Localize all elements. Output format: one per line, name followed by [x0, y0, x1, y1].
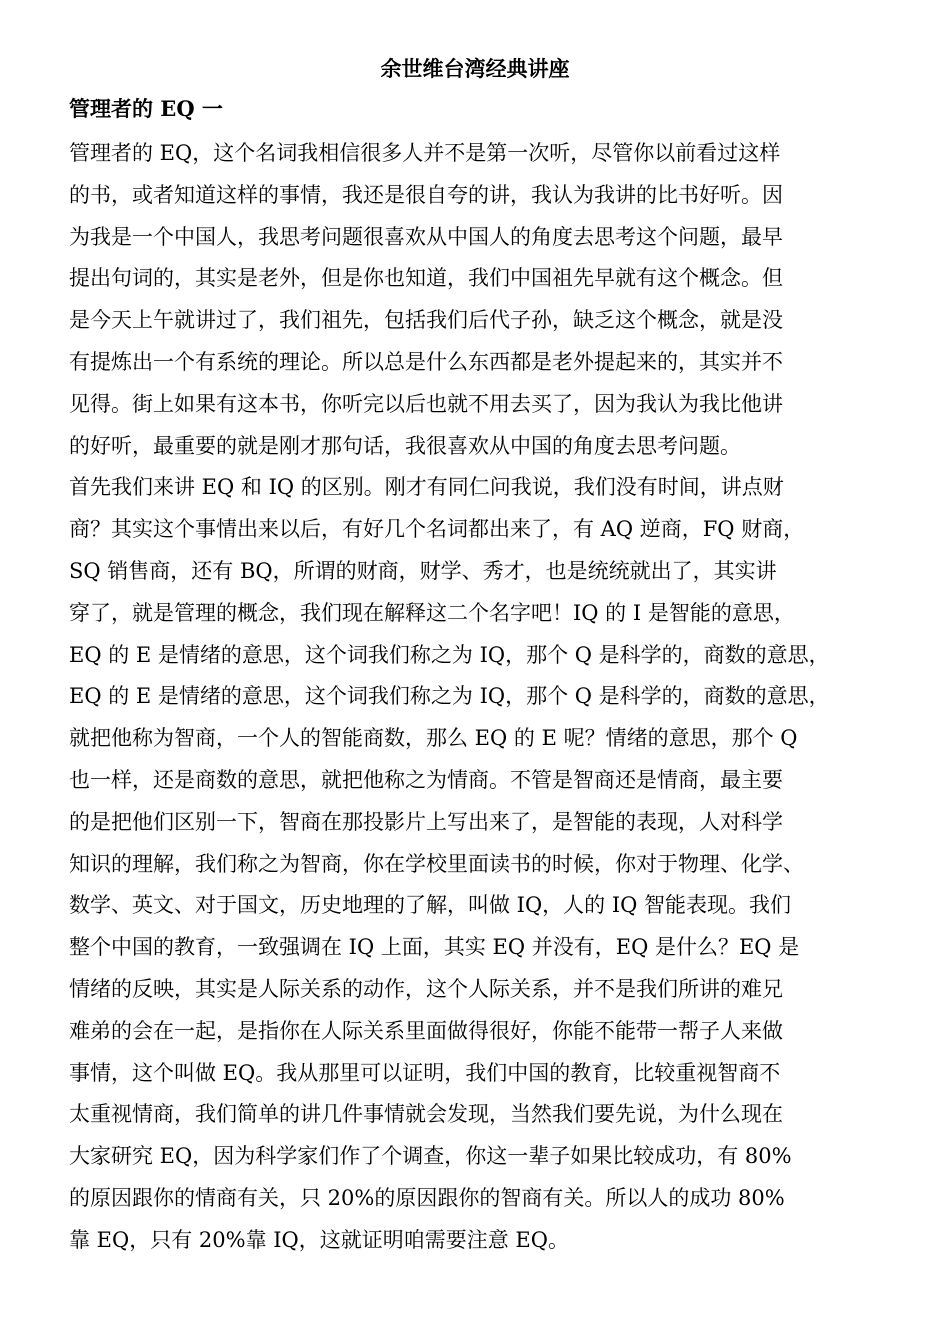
text-line: 管理者的 EQ，这个名词我相信很多人并不是第一次听，尽管你以前看过这样 [69, 141, 781, 165]
text-line: 整个中国的教育，一致强调在 IQ 上面，其实 EQ 并没有，EQ 是什么？EQ 是 [69, 935, 800, 960]
document-title: 余世维台湾经典讲座 [380, 56, 570, 81]
text-line: 的是把他们区别一下，智商在那投影片上写出来了，是智能的表现，人对科学 [69, 809, 783, 834]
section-heading: 管理者的 EQ 一 [69, 96, 223, 121]
text-line: 见得。街上如果有这本书，你听完以后也就不用去买了，因为我认为我比他讲 [69, 391, 783, 416]
text-line: 为我是一个中国人，我思考问题很喜欢从中国人的角度去思考这个问题，最早 [69, 224, 783, 249]
text-line: 穿了，就是管理的概念，我们现在解释这二个名字吧！IQ 的 I 是智能的意思， [69, 600, 795, 625]
text-line: 是今天上午就讲过了，我们祖先，包括我们后代子孙，缺乏这个概念，就是没 [69, 308, 783, 333]
text-line: 事情，这个叫做 EQ。我从那里可以证明，我们中国的教育，比较重视智商不 [69, 1060, 781, 1085]
text-line: 的好听，最重要的就是刚才那句话，我很喜欢从中国的角度去思考问题。 [69, 433, 741, 458]
text-line: SQ 销售商，还有 BQ，所谓的财商，财学、秀才，也是统统就出了，其实讲 [69, 558, 777, 583]
text-line: EQ 的 E 是情绪的意思，这个词我们称之为 IQ，那个 Q 是科学的，商数的意思， [69, 642, 830, 667]
text-line: 的原因跟你的情商有关，只 20%的原因跟你的智商有关。所以人的成功 80% [69, 1185, 785, 1210]
text-line: 太重视情商，我们简单的讲几件事情就会发现，当然我们要先说，为什么现在 [69, 1102, 783, 1127]
text-line: 首先我们来讲 EQ 和 IQ 的区别。刚才有同仁问我说，我们没有时间，讲点财 [69, 475, 784, 500]
text-line: 也一样，还是商数的意思，就把他称之为情商。不管是智商还是情商，最主要 [69, 767, 783, 792]
text-line: 靠 EQ，只有 20%靠 IQ，这就证明咱需要注意 EQ。 [69, 1227, 569, 1252]
text-line: 数学、英文、对于国文，历史地理的了解，叫做 IQ，人的 IQ 智能表现。我们 [69, 893, 792, 918]
text-line: 的书，或者知道这样的事情，我还是很自夸的讲，我认为我讲的比书好听。因 [69, 182, 783, 207]
text-line: 大家研究 EQ，因为科学家们作了个调查，你这一辈子如果比较成功，有 80% [69, 1144, 792, 1169]
text-line: 商？其实这个事情出来以后，有好几个名词都出来了，有 AQ 逆商，FQ 财商， [69, 517, 805, 542]
text-line: EQ 的 E 是情绪的意思，这个词我们称之为 IQ，那个 Q 是科学的，商数的意思， [69, 684, 830, 709]
body-text [69, 137, 899, 1266]
text-line: 提出句词的，其实是老外，但是你也知道，我们中国祖先早就有这个概念。但 [69, 266, 783, 291]
text-line: 难弟的会在一起，是指你在人际关系里面做得很好，你能不能带一帮子人来做 [69, 1018, 783, 1043]
text-line: 有提炼出一个有系统的理论。所以总是什么东西都是老外提起来的，其实并不 [69, 349, 783, 374]
text-line: 知识的理解，我们称之为智商，你在学校里面读书的时候，你对于物理、化学、 [69, 851, 804, 876]
text-line: 情绪的反映，其实是人际关系的动作，这个人际关系，并不是我们所讲的难兄 [69, 976, 783, 1001]
text-line: 就把他称为智商，一个人的智能商数，那么 EQ 的 E 呢？情绪的意思，那个 Q [69, 726, 798, 751]
